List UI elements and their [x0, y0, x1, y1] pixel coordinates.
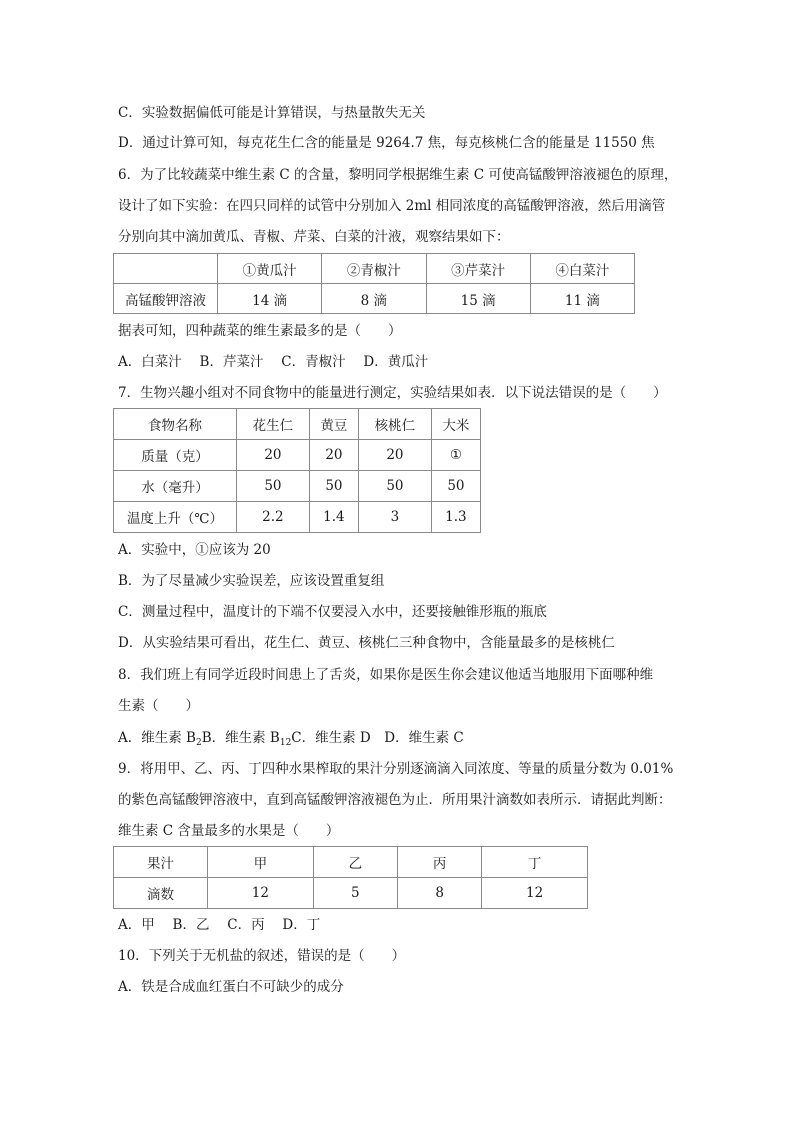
q9-table: [113, 846, 588, 909]
table-cell: 50: [358, 471, 431, 502]
table-cell: 滴数: [114, 878, 208, 909]
table-cell: 20: [358, 440, 431, 471]
table-row: [114, 254, 635, 284]
q7-stem: 7．生物兴趣小组对不同食物中的能量进行测定，实验结果如表．以下说法错误的是（ ）: [118, 385, 667, 401]
table-cell: ④白菜汁: [530, 254, 634, 284]
table-cell: 大米: [431, 409, 480, 440]
table-cell: 8: [397, 878, 481, 909]
q7-option-b: B．为了尽量减少实验误差，应该设置重复组: [118, 573, 385, 589]
q8-option-b: B．维生素 B: [201, 730, 280, 746]
q6-question: 据表可知，四种蔬菜的维生素最多的是（ ）: [118, 323, 402, 339]
table-row: [114, 440, 481, 471]
q6-stem-line2: 设计了如下实验：在四只同样的试管中分别加入 2ml 相同浓度的高锰酸钾溶液，然后用滴管: [118, 198, 666, 214]
q7-option-d: D．从实验结果可看出，花生仁、黄豆、核桃仁三种食物中，含能量最多的是核桃仁: [118, 635, 615, 651]
table-cell: 12: [482, 878, 588, 909]
q9-stem-line2: 的紫色高锰酸钾溶液中，直到高锰酸钾溶液褪色为止．所用果汁滴数如表所示．请据此判断：: [118, 792, 672, 808]
table-row: [114, 502, 481, 533]
table-cell: 食物名称: [114, 409, 237, 440]
q10-option-a: A．铁是合成血红蛋白不可缺少的成分: [118, 979, 344, 995]
table-cell: 15 滴: [426, 284, 530, 314]
table-cell: 水（毫升）: [114, 471, 237, 502]
q5-option-c: C．实验数据偏低可能是计算错误，与热量散失无关: [118, 105, 426, 121]
table-row: [114, 409, 481, 440]
table-cell: ①: [431, 440, 480, 471]
table-cell: 果汁: [114, 847, 208, 878]
q8-option-a-subscript: 2: [195, 738, 202, 748]
table-cell: 5: [313, 878, 397, 909]
table-row: [114, 284, 635, 314]
table-cell: 花生仁: [237, 409, 310, 440]
q8-stem-line2: 生素（ ）: [118, 698, 199, 714]
q6-stem-line1: 6．为了比较蔬菜中维生素 C 的含量，黎明同学根据维生素 C 可使高锰酸钾溶液褪色的原理，: [118, 167, 678, 183]
table-cell: 丙: [397, 847, 481, 878]
table-cell: 12: [208, 878, 314, 909]
table-cell: 2.2: [237, 502, 310, 533]
q7-option-a: A．实验中，①应该为 20: [118, 542, 271, 558]
table-cell: ③芹菜汁: [426, 254, 530, 284]
table-cell: 温度上升（℃）: [114, 502, 237, 533]
q8-option-a: A．维生素 B: [118, 730, 196, 746]
table-cell: [114, 254, 218, 284]
q8-stem-line1: 8．我们班上有同学近段时间患上了舌炎，如果你是医生你会建议他适当地服用下面哪种维: [118, 667, 654, 683]
q10-stem: 10．下列关于无机盐的叙述，错误的是（ ）: [118, 948, 406, 964]
table-cell: 3: [358, 502, 431, 533]
table-row: [114, 471, 481, 502]
table-row: [114, 847, 588, 878]
q7-table: [113, 408, 481, 533]
table-cell: 11 滴: [530, 284, 634, 314]
q6-options: A．白菜汁 B．芹菜汁 C．青椒汁 D．黄瓜汁: [118, 354, 429, 370]
table-cell: 1.3: [431, 502, 480, 533]
table-cell: 1.4: [309, 502, 358, 533]
table-cell: 丁: [482, 847, 588, 878]
q8-options: [118, 729, 464, 752]
table-cell: ②青椒汁: [322, 254, 426, 284]
table-cell: 8 滴: [322, 284, 426, 314]
q7-option-c: C．测量过程中，温度计的下端不仅要浸入水中，还要接触锥形瓶的瓶底: [118, 604, 547, 620]
table-cell: 50: [237, 471, 310, 502]
q9-stem-line1: 9．将用甲、乙、丙、丁四种水果榨取的果汁分别逐滴滴入同浓度、等量的质量分数为 0.01%: [118, 761, 674, 777]
table-cell: 20: [237, 440, 310, 471]
table-cell: 质量（克）: [114, 440, 237, 471]
table-cell: 甲: [208, 847, 314, 878]
table-cell: 20: [309, 440, 358, 471]
table-cell: 14 滴: [218, 284, 322, 314]
table-cell: 50: [309, 471, 358, 502]
q5-option-d: D．通过计算可知，每克花生仁含的能量是 9264.7 焦，每克核桃仁含的能量是 11550 焦: [118, 135, 655, 151]
table-cell: 核桃仁: [358, 409, 431, 440]
table-cell: 黄豆: [309, 409, 358, 440]
table-cell: ①黄瓜汁: [218, 254, 322, 284]
q9-stem-line3: 维生素 C 含量最多的水果是（ ）: [118, 823, 340, 839]
q9-options: A．甲 B．乙 C．丙 D．丁: [118, 917, 321, 933]
table-cell: 乙: [313, 847, 397, 878]
table-cell: 高锰酸钾溶液: [114, 284, 218, 314]
q6-stem-line3: 分别向其中滴加黄瓜、青椒、芹菜、白菜的汁液，观察结果如下：: [118, 229, 510, 245]
table-cell: 50: [431, 471, 480, 502]
q8-option-b-subscript: 12: [279, 738, 292, 748]
table-row: [114, 878, 588, 909]
q8-options-cd: C．维生素 D D．维生素 C: [291, 730, 464, 746]
q6-table: [113, 253, 635, 314]
